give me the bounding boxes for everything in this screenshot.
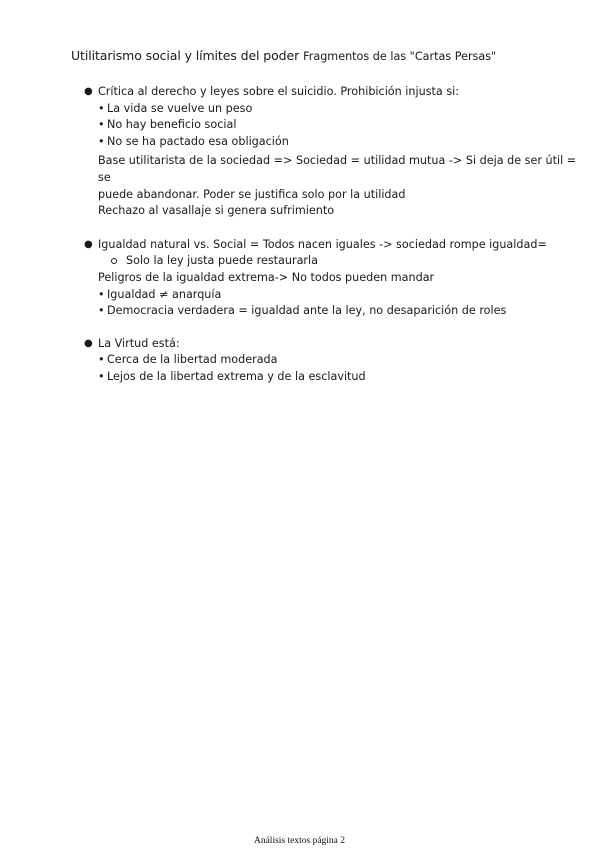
section-virtue: [80, 336, 580, 386]
list-item: • Lejos de la libertad extrema y de la esclavitud: [98, 369, 580, 386]
sub-list-item: Solo la ley justa puede restaurarla: [98, 253, 580, 270]
section-heading: Igualdad natural vs. Social = Todos nacen iguales -> sociedad rompe igualdad=: [98, 237, 547, 251]
list-item: • Democracia verdadera = igualdad ante la ley, no desaparición de roles: [98, 303, 580, 320]
section-paragraph: [98, 153, 580, 219]
list-item: • No se ha pactado esa obligación: [98, 134, 580, 151]
bullet-icon: ●: [84, 337, 93, 349]
section-equality: [80, 237, 580, 320]
paragraph-line: Base utilitarista de la sociedad => Sociedad = utilidad mutua -> Si deja de ser útil = se: [98, 154, 577, 184]
page-title: [71, 48, 496, 63]
paragraph-line: puede abandonar. Poder se justifica solo por la utilidad: [98, 187, 406, 201]
paragraph-line: Rechazo al vasallaje si genera sufrimiento: [98, 204, 335, 218]
document-body: [80, 84, 580, 386]
section-heading: La Virtud está:: [98, 336, 180, 350]
title-subtitle: Fragmentos de las "Cartas Persas": [303, 50, 497, 63]
bullet-icon: ●: [84, 86, 93, 97]
list-item: • Igualdad ≠ anarquía: [98, 287, 580, 304]
title-main: Utilitarismo social y límites del poder: [71, 48, 300, 63]
list-item: • La vida se vuelve un peso: [98, 101, 580, 118]
list-item: • No hay beneficio social: [98, 117, 580, 134]
bullet-icon: ●: [84, 238, 93, 250]
list-item: • Cerca de la libertad moderada: [98, 352, 580, 369]
section-heading: Crítica al derecho y leyes sobre el suicidio. Prohibición injusta si:: [98, 85, 460, 98]
page-footer: Análisis textos página 2: [253, 836, 346, 846]
section-suicide: [80, 84, 580, 220]
section-line: Peligros de la igualdad extrema-> No todos pueden mandar: [98, 270, 435, 284]
